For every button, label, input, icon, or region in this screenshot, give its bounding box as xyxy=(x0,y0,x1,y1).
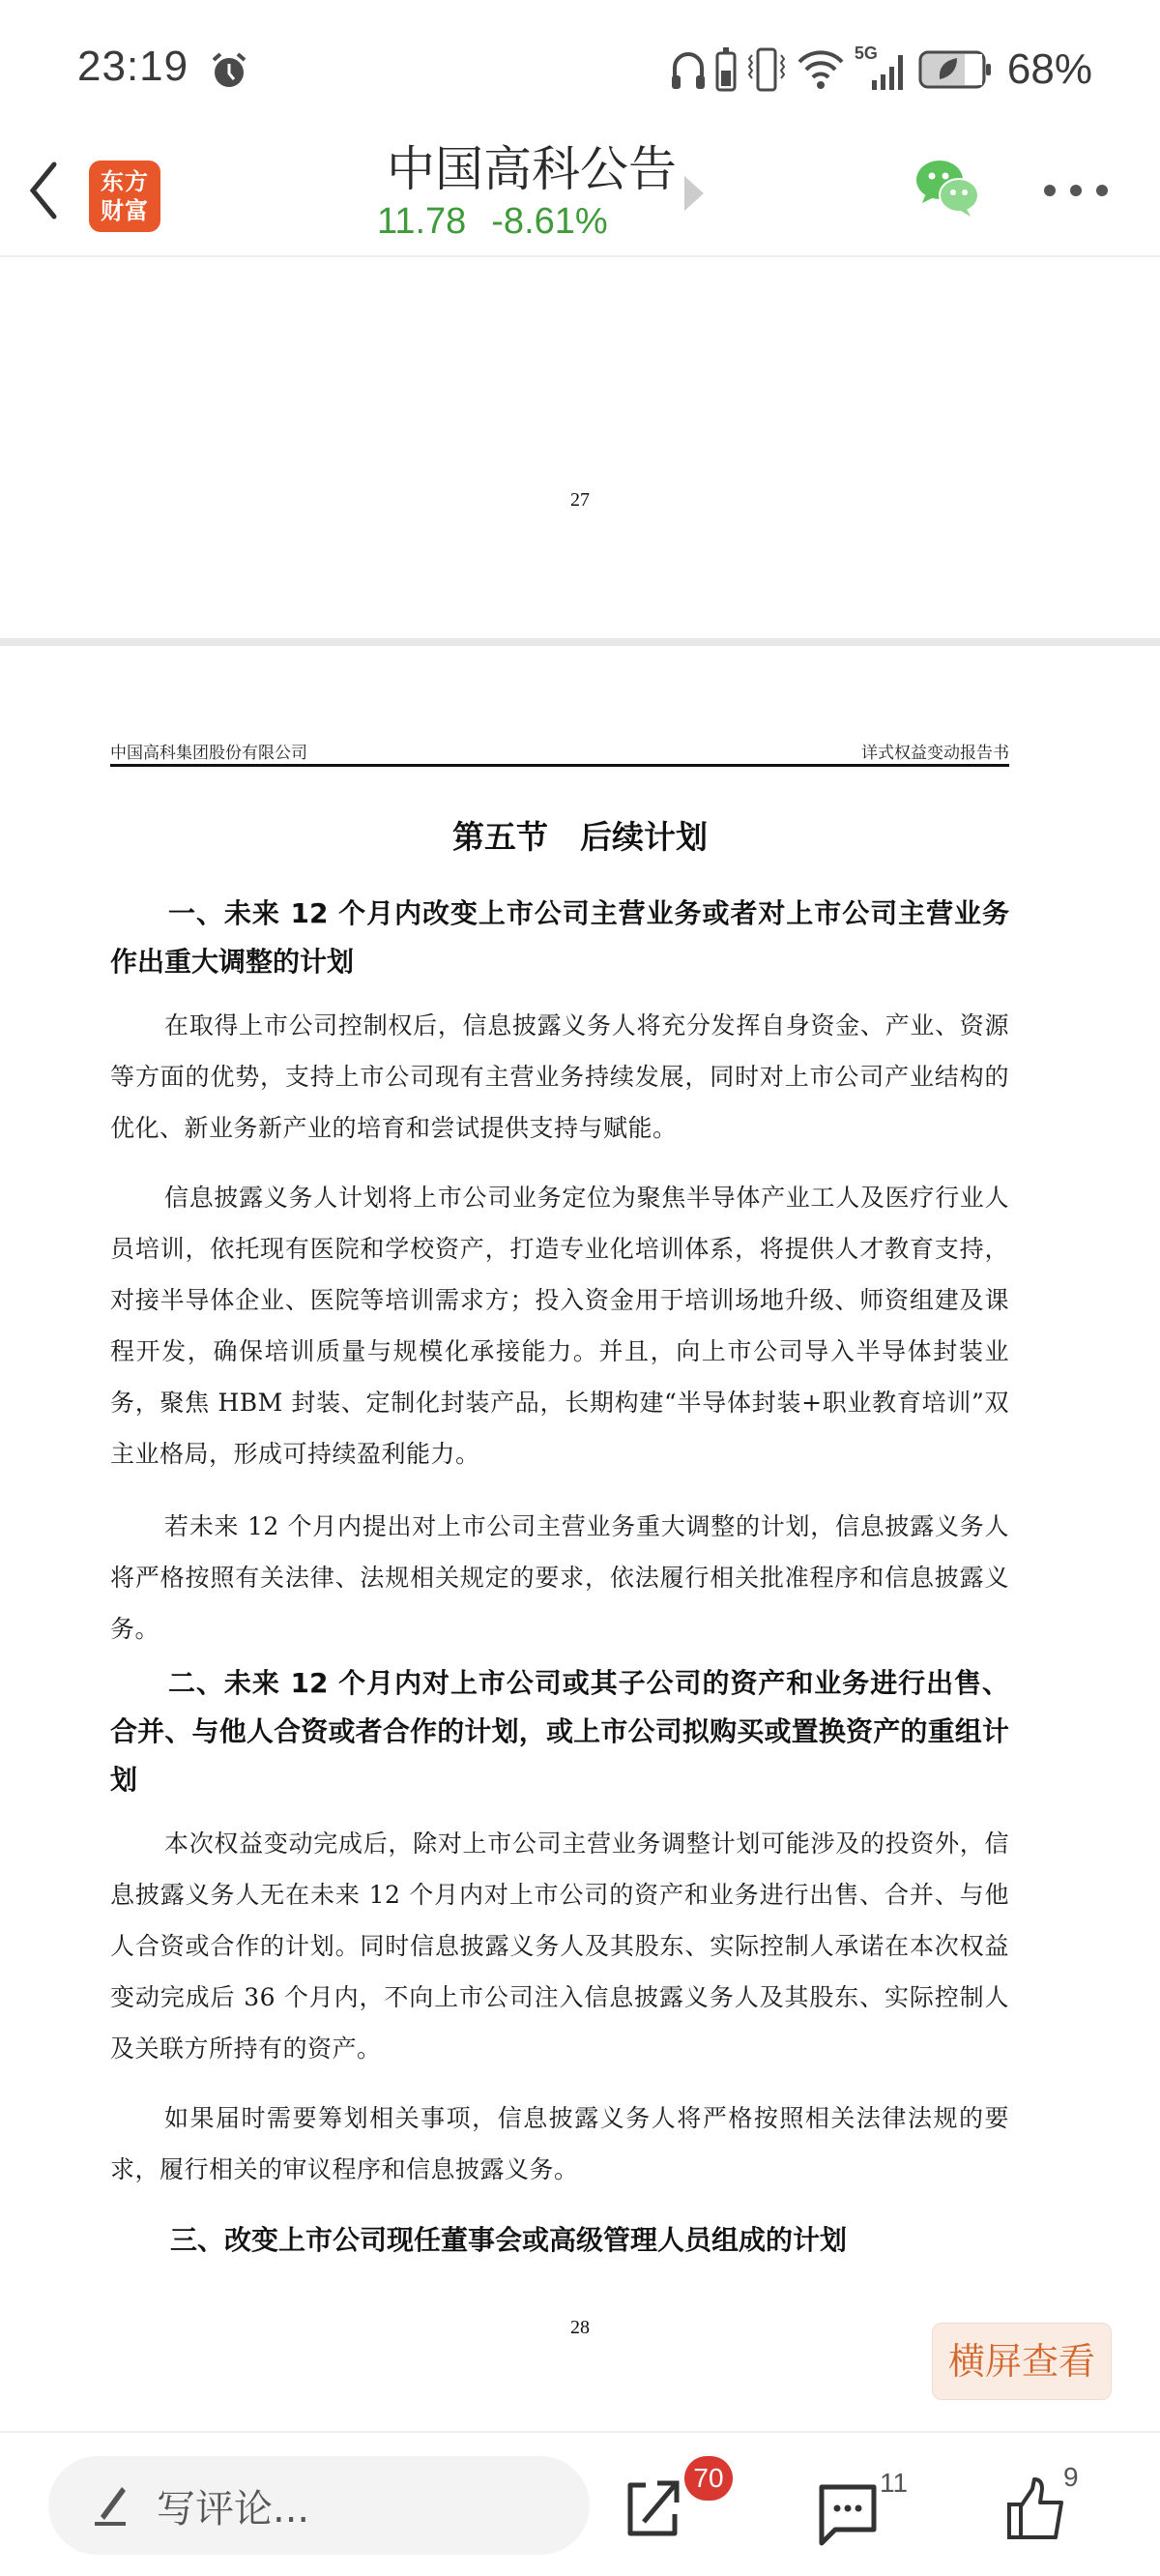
cell-signal-icon xyxy=(854,44,909,92)
status-bar xyxy=(0,0,1160,135)
wifi-icon xyxy=(797,48,845,91)
caret-right-icon[interactable] xyxy=(682,174,706,213)
paragraph: 若未来 12 个月内提出对上市公司主营业务重大调整的计划，信息披露义务人将严格按照有关法律、法规相关规定的要求，依法履行相关批准程序和信息披露义务。 xyxy=(110,1512,1009,1643)
more-button[interactable] xyxy=(1044,178,1108,203)
vibrate-icon xyxy=(746,47,787,92)
brand-logo-line1: 东方 xyxy=(101,168,149,195)
like-count: 9 xyxy=(1063,2462,1079,2492)
thumbs-up-icon[interactable] xyxy=(1005,2475,1067,2541)
share-icon[interactable] xyxy=(624,2475,686,2539)
more-dot xyxy=(1096,185,1108,196)
heading-3: 三、改变上市公司现任董事会或高级管理人员组成的计划 xyxy=(170,2224,848,2256)
headphones-icon xyxy=(671,48,706,91)
paragraph: 信息披露义务人计划将上市公司业务定位为聚焦半导体产业工人及医疗行业人员培训，依托现有医院和学校资产，打造专业化培训体系，将提供人才教育支持，对接半导体企业、医院等培训需求方；投入资金用于培训场地升级、师资组建及课程开发，确保培训质量与规模化承接能力。并且，向上市公司导入半导体封装业务，聚焦 HBM 封装、定制化封装产品，长期构建“半导体封装+职业教育培训”双主业格局，形成可持续盈利能力。 xyxy=(110,1184,1009,1468)
heading-2: 二、未来 12 个月内对上市公司或其子公司的资产和业务进行出售、合并、与他人合资或者合作的计划，或上市公司拟购买或置换资产的重组计划 xyxy=(110,1667,1009,1796)
wechat-icon[interactable] xyxy=(913,157,982,219)
paragraph: 如果届时需要筹划相关事项，信息披露义务人将严格按照相关法律法规的要求，履行相关的审议程序和信息披露义务。 xyxy=(110,2104,1009,2183)
comment-icon[interactable] xyxy=(818,2481,878,2547)
more-dot xyxy=(1044,185,1056,196)
landscape-view-button[interactable]: 横屏查看 xyxy=(932,2323,1112,2400)
page-separator xyxy=(0,638,1160,646)
paragraph: 在取得上市公司控制权后，信息披露义务人将充分发挥自身资金、产业、资源等方面的优势，支持上市公司现有主营业务持续发展，同时对上市公司产业结构的优化、新业务新产业的培育和尝试提供支持与赋能。 xyxy=(110,1011,1009,1142)
app-header xyxy=(0,135,1160,257)
paragraph: 本次权益变动完成后，除对上市公司主营业务调整计划可能涉及的投资外，信息披露义务人无在未来 12 个月内对上市公司的资产和业务进行出售、合并、与他人合资或合作的计划。同时信息披露义务人及其股东、实际控制人承诺在本次权益变动完成后 36 个月内，不向上市公司注入信息披露义务人及其股东、实际控制人及关联方所持有的资产。 xyxy=(110,1830,1009,2063)
stock-quote xyxy=(377,201,633,243)
document-viewer[interactable] xyxy=(0,259,1160,2425)
page-number: 28 xyxy=(570,2317,590,2338)
more-dot xyxy=(1070,185,1082,196)
stock-change: -8.61% xyxy=(491,201,608,242)
prev-page-number: 27 xyxy=(570,489,590,511)
status-time: 23:19 xyxy=(77,43,189,90)
page-header-rule xyxy=(110,764,1009,767)
comment-count: 11 xyxy=(880,2468,909,2498)
comment-input[interactable] xyxy=(48,2456,590,2555)
alarm-icon xyxy=(209,50,249,91)
battery-icon xyxy=(918,48,994,91)
share-count-badge: 70 xyxy=(684,2456,733,2501)
battery-percentage: 68% xyxy=(1006,45,1092,93)
header-title-wrap xyxy=(0,135,1160,203)
battery-saver-icon xyxy=(715,47,737,92)
section-title: 第五节 后续计划 xyxy=(452,818,708,856)
brand-logo-line2: 财富 xyxy=(101,197,149,224)
status-icons xyxy=(671,43,1092,97)
heading-1: 一、未来 12 个月内改变上市公司主营业务或者对上市公司主营业务作出重大调整的计划 xyxy=(110,897,1009,978)
page-header-right: 详式权益变动报告书 xyxy=(861,744,1009,763)
page-header-left: 中国高科集团股份有限公司 xyxy=(110,744,307,763)
bottom-action-bar xyxy=(0,2431,1160,2576)
network-type: 5G xyxy=(854,44,878,63)
stock-price: 11.78 xyxy=(377,201,467,242)
page-title: 中国高科公告 xyxy=(387,141,677,197)
pen-icon xyxy=(93,2483,131,2528)
comment-placeholder: 写评论... xyxy=(157,2486,310,2532)
